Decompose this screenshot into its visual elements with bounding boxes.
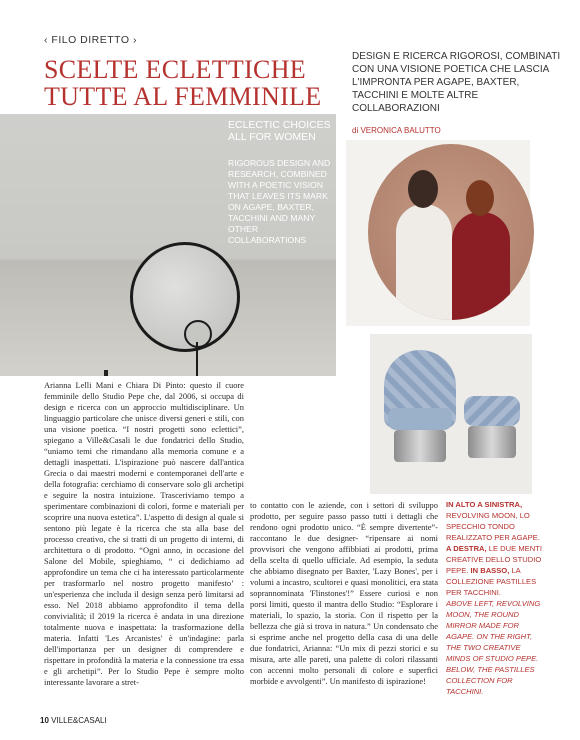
designer-left-head: [408, 170, 438, 208]
caption-bold-3: IN BASSO,: [470, 566, 510, 575]
caption-text-2: LE DUE MENTI CREATIVE DELLO STUDIO PEPE.: [446, 544, 542, 575]
english-title: ECLECTIC CHOICES ALL FOR WOMEN: [228, 119, 331, 143]
article-title: [44, 56, 344, 110]
article-column-1: Arianna Lelli Mani e Chiara Di Pinto: questo il cuore femminile dello Studio Pepe che, dal 2006, si occupa di design e ricerca con un approccio multidisciplinare. Un linguaggio particolare che unisce diversi generi e stili, con una visione poetica. “I nostri progetti sono eclettici”, spiegano a Ville&Casali le due fondatrici dello Studio, “uniamo temi che rimandano alla memoria comune e a dettagli inaspettati. L'ispirazione può nascere dall'antica Grecia o dai maestri moderni e contemporanei dell'arte e della fotografia: cerchiamo di conservare solo gli archetipi e seguire la nostra intuizione. Trasceriviamo tempo a sperimentare combinazioni di colori, forme e materiali per scoprire una nuova estetica”. L'aspetto di design al quale si sentono più legate è la ricerca che sta alla base del processo creativo, che si tratti di un progetto di interni, di architettura o di prodotto. “Ogni anno, in occasione del Salone del Mobile, spieghiamo, “ ci dedichiamo ad approfondire un tema che ci ha interessato particolarmente per trasformarlo nel nostro progetto manifesto’ : un'esperienza che includa il design senza però limitarsi ad esso. Nel 2018 abbiamo approfondito il tema della convivialità; il 2019 la ricerca è andata in una direzione totalmente nuova e inaspettata: la trasformazione della materia. Infatti 'Les Arcanistes' è un'indagine: parla dell'importanza per un designer di comprendere e rispettare in profondità la materia e la connessione tra essa e gli archetipi”. Per lo Studio Pepe è sempre molto interessante lavorare a stret-: [44, 380, 244, 688]
small-mirror: [184, 320, 212, 348]
caption-text-3: LA COLLEZIONE PASTILLES PER TACCHINI.: [446, 566, 537, 597]
article-column-2: to contatto con le aziende, con i settori di sviluppo prodotto, per seguire passo passo tutti i dettagli che rendono ogni prodotto unico. “È sempre divertente”- raccontano le due designer- “ripensare ai nomi provvisori che vengono affibbiati ai prodotti, prima della scelta di quello ufficiale. Ad esempio, la seduta che abbiamo disegnato per Baxter, 'Lazy Bones', per i volumi a incastro, scultorei e quasi monolitici, era stata soprannominata 'Flinstones'!” Essere curiosi e non porsi limiti, questo il mantra dello Studio: “Esplorare i materiali, lo spazio, la storia. Con il rispetto per la bellezza che già si trova in natura.” Un condensato che si esprime anche nel progetto della casa di una delle due fondatrici, Arianna: “Un mix di pezzi storici e su misura, arte alle pareti, una palette di colori rilassanti con accenni molto personali di colore e superfici morbide e avvolgenti”. Un manifesto di ispirazione!: [250, 500, 438, 687]
designers-portrait-photo: [346, 140, 530, 326]
pastilles-collection-photo: [370, 334, 532, 494]
designer-right-head: [466, 180, 494, 216]
caption-english: ABOVE LEFT, REVOLVING MOON, THE ROUND MIRROR MADE FOR AGAPE. ON THE RIGHT, THE TWO CREATIVE MINDS OF STUDIO PEPE. BELOW, THE PASTILLES COLLECTION FOR TACCHINI.: [446, 599, 541, 696]
portrait-circle: [368, 144, 534, 320]
title-line-1: SCELTE ECLETTICHE: [44, 55, 306, 84]
byline: di VERONICA BALUTTO: [352, 126, 441, 135]
faucet-stem: [104, 370, 108, 376]
designer-left: [396, 204, 452, 320]
caption-bold-2: A DESTRA,: [446, 544, 487, 553]
designer-right: [452, 212, 510, 320]
pouf-top: [464, 396, 520, 426]
page-number: 10: [40, 716, 49, 725]
page-folio: [40, 716, 107, 725]
armchair-base: [394, 430, 446, 462]
armchair-seat: [388, 408, 452, 430]
mirror-stand: [196, 342, 198, 376]
pouf-base: [468, 426, 516, 458]
caption-bold-1: IN ALTO A SINISTRA,: [446, 500, 523, 509]
magazine-name: VILLE&CASALI: [51, 716, 107, 725]
article-deck: DESIGN E RICERCA RIGOROSI, COMBINATI CON UNA VISIONE POETICA CHE LASCIA L'IMPRONTA PER AGAPE, BAXTER, TACCHINI E MOLTE ALTRE COLLABORAZIONI: [352, 51, 561, 114]
section-kicker: ‹ FILO DIRETTO ›: [44, 34, 137, 46]
photo-caption: [446, 499, 544, 697]
english-summary: RIGOROUS DESIGN AND RESEARCH, COMBINED WITH A POETIC VISION THAT LEAVES ITS MARK ON AGAPE, BAXTER, TACCHINI AND MANY OTHER COLLABORATIONS: [228, 158, 331, 245]
title-line-2: TUTTE AL FEMMINILE: [44, 82, 322, 111]
caption-text-1: REVOLVING MOON, LO SPECCHIO TONDO REALIZZATO PER AGAPE.: [446, 511, 540, 542]
